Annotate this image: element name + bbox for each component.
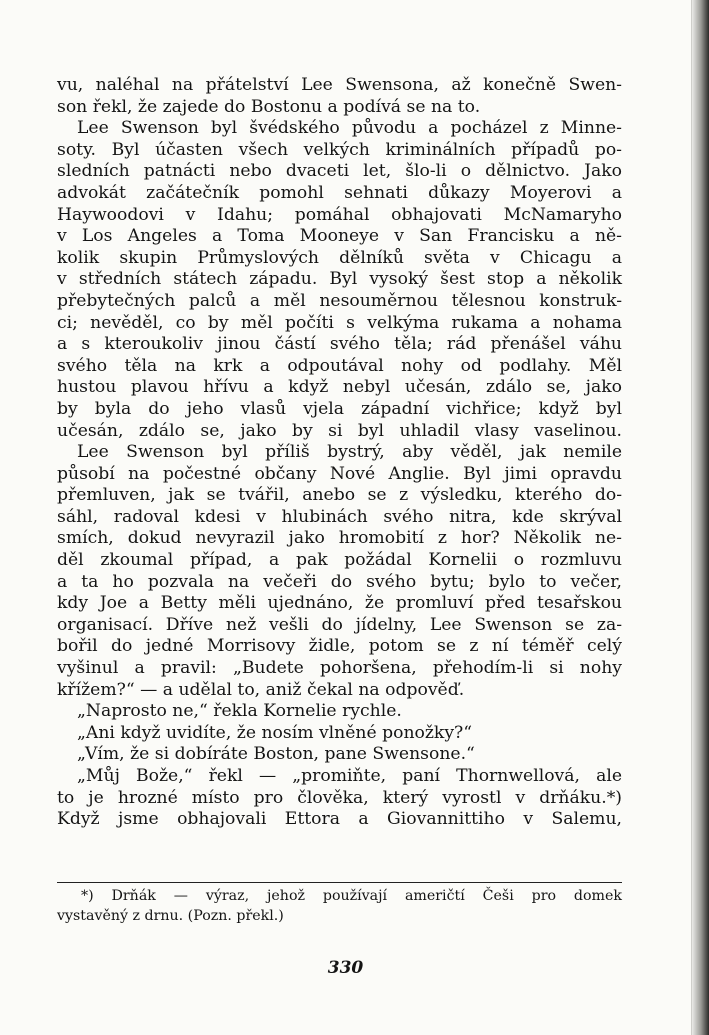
text-line: učesán, zdálo se, jako by si byl uhladil vlasy vaselinou. bbox=[57, 420, 622, 441]
page-edge-line bbox=[691, 0, 692, 1035]
text-line: přemluven, jak se tvářil, anebo se z výsledku, kterého do- bbox=[57, 485, 622, 506]
footnote-line: vystavěný z drnu. (Pozn. překl.) bbox=[57, 908, 284, 924]
footnote bbox=[57, 886, 622, 926]
text-line: a ta ho pozvala na večeři do svého bytu; bylo to večer, bbox=[57, 571, 622, 592]
text-line: Lee Swenson byl švédského původu a pocházel z Minne- bbox=[77, 118, 622, 139]
text-line: v Los Angeles a Toma Mooneye v San Francisku a ně- bbox=[57, 226, 622, 247]
text-line: ci; nevěděl, co by měl počíti s velkýma rukama a nohama bbox=[57, 312, 622, 333]
text-line: advokát začátečník pomohl sehnati důkazy Moyerovi a bbox=[57, 182, 622, 203]
text-line: soty. Byl účasten všech velkých kriminálních případů po- bbox=[57, 139, 622, 160]
text-line: „Ani když uvidíte, že nosím vlněné ponožky?“ bbox=[77, 722, 473, 743]
text-line: v středních státech západu. Byl vysoký šest stop a několik bbox=[57, 269, 622, 290]
text-line: kolik skupin Průmyslových dělníků světa v Chicagu a bbox=[57, 247, 622, 268]
text-line: děl zkoumal případ, a pak požádal Kornelii o rozmluvu bbox=[57, 550, 622, 571]
text-line: „Můj Bože,“ řekl — „promiňte, paní Thornwellová, ale bbox=[77, 766, 622, 786]
text-line: organisací. Dříve než vešli do jídelny, Lee Swenson se za- bbox=[57, 614, 622, 635]
text-line: hustou plavou hřívu a když nebyl učesán, zdálo se, jako bbox=[57, 377, 622, 398]
text-line: vyšinul a pravil: „Budete pohoršena, přehodím-li si nohy bbox=[57, 658, 622, 679]
text-line: „Vím, že si dobíráte Boston, pane Swensone.“ bbox=[77, 744, 475, 765]
text-line: sledních patnácti nebo dvaceti let, šlo-li o dělnictvo. Jako bbox=[57, 161, 622, 182]
text-line: křížem?“ — a udělal to, aniž čekal na odpověď. bbox=[57, 679, 465, 700]
text-line: Haywoodovi v Idahu; pomáhal obhajovati McNamaryho bbox=[57, 204, 622, 225]
text-line: by byla do jeho vlasů vjela západní vichřice; když byl bbox=[57, 398, 622, 419]
text-line: kdy Joe a Betty měli ujednáno, že promluví před tesařskou bbox=[57, 593, 622, 614]
text-line: sáhl, radoval kdesi v hlubinách svého nitra, kde skrýval bbox=[57, 506, 622, 527]
footnote-rule bbox=[57, 882, 622, 883]
text-line: son řekl, že zajede do Bostonu a podívá se na to. bbox=[57, 96, 481, 117]
text-line: působí na počestné občany Nové Anglie. Byl jimi opravdu bbox=[57, 463, 622, 484]
text-line: smích, dokud nevyrazil jako hromobití z hor? Několik ne- bbox=[57, 528, 622, 549]
text-line: svého těla na krk a odpoutával nohy od podlahy. Měl bbox=[57, 355, 622, 376]
text-line: vu, naléhal na přátelství Lee Swensona, až konečně Swen- bbox=[57, 75, 622, 95]
footnote-line: *) Drňák — výraz, jehož používají američtí Češi pro domek bbox=[81, 888, 622, 904]
text-line: přebytečných palců a měl nesouměrnou tělesnou konstruk- bbox=[57, 290, 622, 311]
text-line: Lee Swenson byl příliš bystrý, aby věděl, jak nemile bbox=[77, 442, 622, 463]
text-line: to je hrozné místo pro člověka, který vyrostl v drňáku.*) bbox=[57, 787, 622, 808]
page-edge-shadow bbox=[691, 0, 709, 1035]
body-text bbox=[57, 75, 622, 831]
text-line: Když jsme obhajovali Ettora a Giovannittiho v Salemu, bbox=[57, 809, 622, 830]
text-line: „Naprosto ne,“ řekla Kornelie rychle. bbox=[77, 701, 402, 722]
page-number: 330 bbox=[327, 958, 364, 978]
text-line: a s kteroukoliv jinou částí svého těla; rád přenášel váhu bbox=[57, 334, 622, 355]
text-line: bořil do jedné Morrisovy židle, potom se z ní téměř celý bbox=[57, 636, 622, 657]
